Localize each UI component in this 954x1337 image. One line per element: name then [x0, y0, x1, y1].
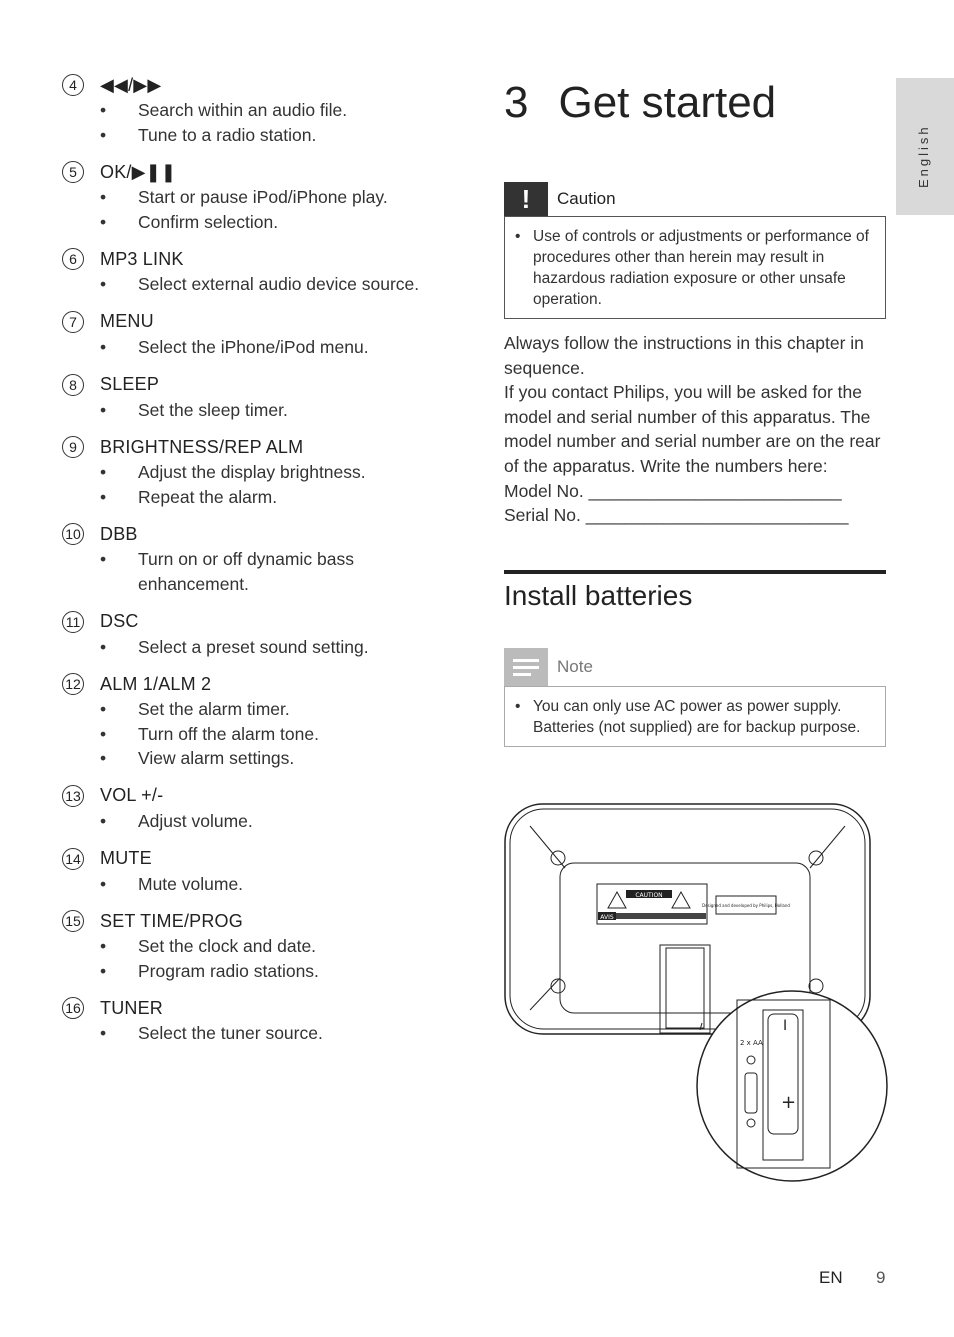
item-bullet: • Start or pause iPod/iPhone play.: [62, 185, 462, 210]
item-number-badge: 12: [62, 673, 84, 695]
item-title: MP3 LINK: [100, 248, 184, 269]
caution-box: [504, 216, 886, 319]
note-callout: [504, 650, 886, 747]
battery-install-illustration: [500, 798, 890, 1193]
control-item: [62, 609, 462, 660]
item-bullet: • Confirm selection.: [62, 210, 462, 235]
item-title: SET TIME/PROG: [100, 910, 243, 931]
avis-text: AVIS: [600, 914, 614, 921]
item-number-badge: 10: [62, 523, 84, 545]
item-title: SLEEP: [100, 374, 160, 395]
control-item: [62, 72, 462, 147]
control-item: [62, 783, 462, 834]
item-title: OK/▶❚❚: [100, 161, 177, 182]
item-bullet: • Search within an audio file.: [62, 98, 462, 123]
caution-banner-text: CAUTION: [635, 892, 663, 899]
language-tab: [896, 78, 954, 215]
section-divider: [504, 570, 886, 574]
intro-paragraph-2: If you contact Philips, you will be asked for the model and serial number of this apparatus. The model number and serial number are on the rear of the apparatus. Write the numbers here:: [504, 382, 881, 476]
control-item: [62, 521, 462, 596]
model-number-line: Model No. __________________________: [504, 480, 842, 501]
item-bullet: • Select the iPhone/iPod menu.: [62, 335, 462, 360]
item-title: MUTE: [100, 848, 152, 868]
item-number-badge: 8: [62, 374, 84, 396]
control-item: [62, 309, 462, 360]
chapter-title: Get started: [558, 78, 777, 127]
item-bullet: • Adjust the display brightness.: [62, 460, 462, 485]
caution-callout: [504, 182, 886, 319]
item-bullet: • Repeat the alarm.: [62, 485, 462, 510]
caution-label: Caution: [557, 189, 616, 208]
item-title: TUNER: [100, 997, 163, 1018]
item-title: ALM 1/ALM 2: [100, 673, 212, 694]
item-bullet: • Program radio stations.: [62, 959, 462, 984]
item-number-badge: 15: [62, 910, 84, 932]
controls-list: [62, 72, 462, 1058]
designed-by-text: Designed and developed by Philips, Holland: [702, 903, 790, 908]
intro-paragraph-1: Always follow the instructions in this chapter in sequence.: [504, 333, 864, 378]
control-item: [62, 246, 462, 297]
item-bullet: • Set the alarm timer.: [62, 697, 462, 722]
control-item: [62, 159, 462, 234]
item-bullet: • Select the tuner source.: [62, 1021, 462, 1046]
control-item: [62, 846, 462, 897]
item-bullet: • Turn on or off dynamic bass enhancement.: [62, 547, 462, 596]
control-item: [62, 995, 462, 1046]
item-number-badge: 14: [62, 848, 84, 870]
item-number-badge: 7: [62, 311, 84, 333]
caution-text: • Use of controls or adjustments or performance of procedures other than herein may result in hazardous radiation exposure or other unsafe operation.: [515, 226, 871, 310]
item-number-badge: 5: [62, 161, 84, 183]
item-bullet: • Adjust volume.: [62, 809, 462, 834]
intro-text: [504, 331, 886, 528]
item-bullet: • Set the clock and date.: [62, 934, 462, 959]
section-title: Install batteries: [504, 579, 693, 611]
battery-minus: I: [783, 1018, 788, 1034]
page-number: 9: [876, 1268, 886, 1287]
item-title: DSC: [100, 611, 139, 632]
control-item: [62, 372, 462, 423]
chapter-number: 3: [504, 78, 529, 127]
language-tab-label: English: [916, 124, 931, 188]
note-lines-icon: [504, 648, 548, 686]
item-title: MENU: [100, 311, 154, 332]
item-number-badge: 6: [62, 248, 84, 270]
item-title: VOL +/-: [100, 785, 164, 806]
battery-plus: +: [781, 1092, 797, 1113]
item-bullet: • Mute volume.: [62, 872, 462, 897]
item-number-badge: 4: [62, 74, 84, 96]
item-title: BRIGHTNESS/REP ALM: [100, 436, 304, 457]
control-item: [62, 434, 462, 509]
item-bullet: • Select external audio device source.: [62, 272, 462, 297]
serial-number-line: Serial No. ___________________________: [504, 505, 849, 526]
exclamation-icon: !: [504, 182, 548, 216]
chapter-heading: [504, 68, 886, 138]
item-number-badge: 13: [62, 785, 84, 807]
item-bullet: • Select a preset sound setting.: [62, 635, 462, 660]
item-bullet: • Tune to a radio station.: [62, 123, 462, 148]
note-box: [504, 686, 886, 747]
item-bullet: • View alarm settings.: [62, 746, 462, 771]
footer-language: EN: [819, 1268, 843, 1287]
control-item: [62, 671, 462, 771]
item-bullet: • Set the sleep timer.: [62, 398, 462, 423]
control-item: [62, 908, 462, 983]
note-label: Note: [557, 656, 593, 676]
item-title: DBB: [100, 523, 138, 544]
item-number-badge: 9: [62, 436, 84, 458]
item-number-badge: 11: [62, 611, 84, 633]
item-number-badge: 16: [62, 997, 84, 1019]
note-text: • You can only use AC power as power supply. Batteries (not supplied) are for backup purpose.: [515, 696, 871, 738]
item-title: ◀◀/▶▶: [100, 74, 162, 95]
item-bullet: • Turn off the alarm tone.: [62, 722, 462, 747]
right-column: [504, 60, 886, 747]
battery-label: 2 x AA: [740, 1039, 763, 1047]
